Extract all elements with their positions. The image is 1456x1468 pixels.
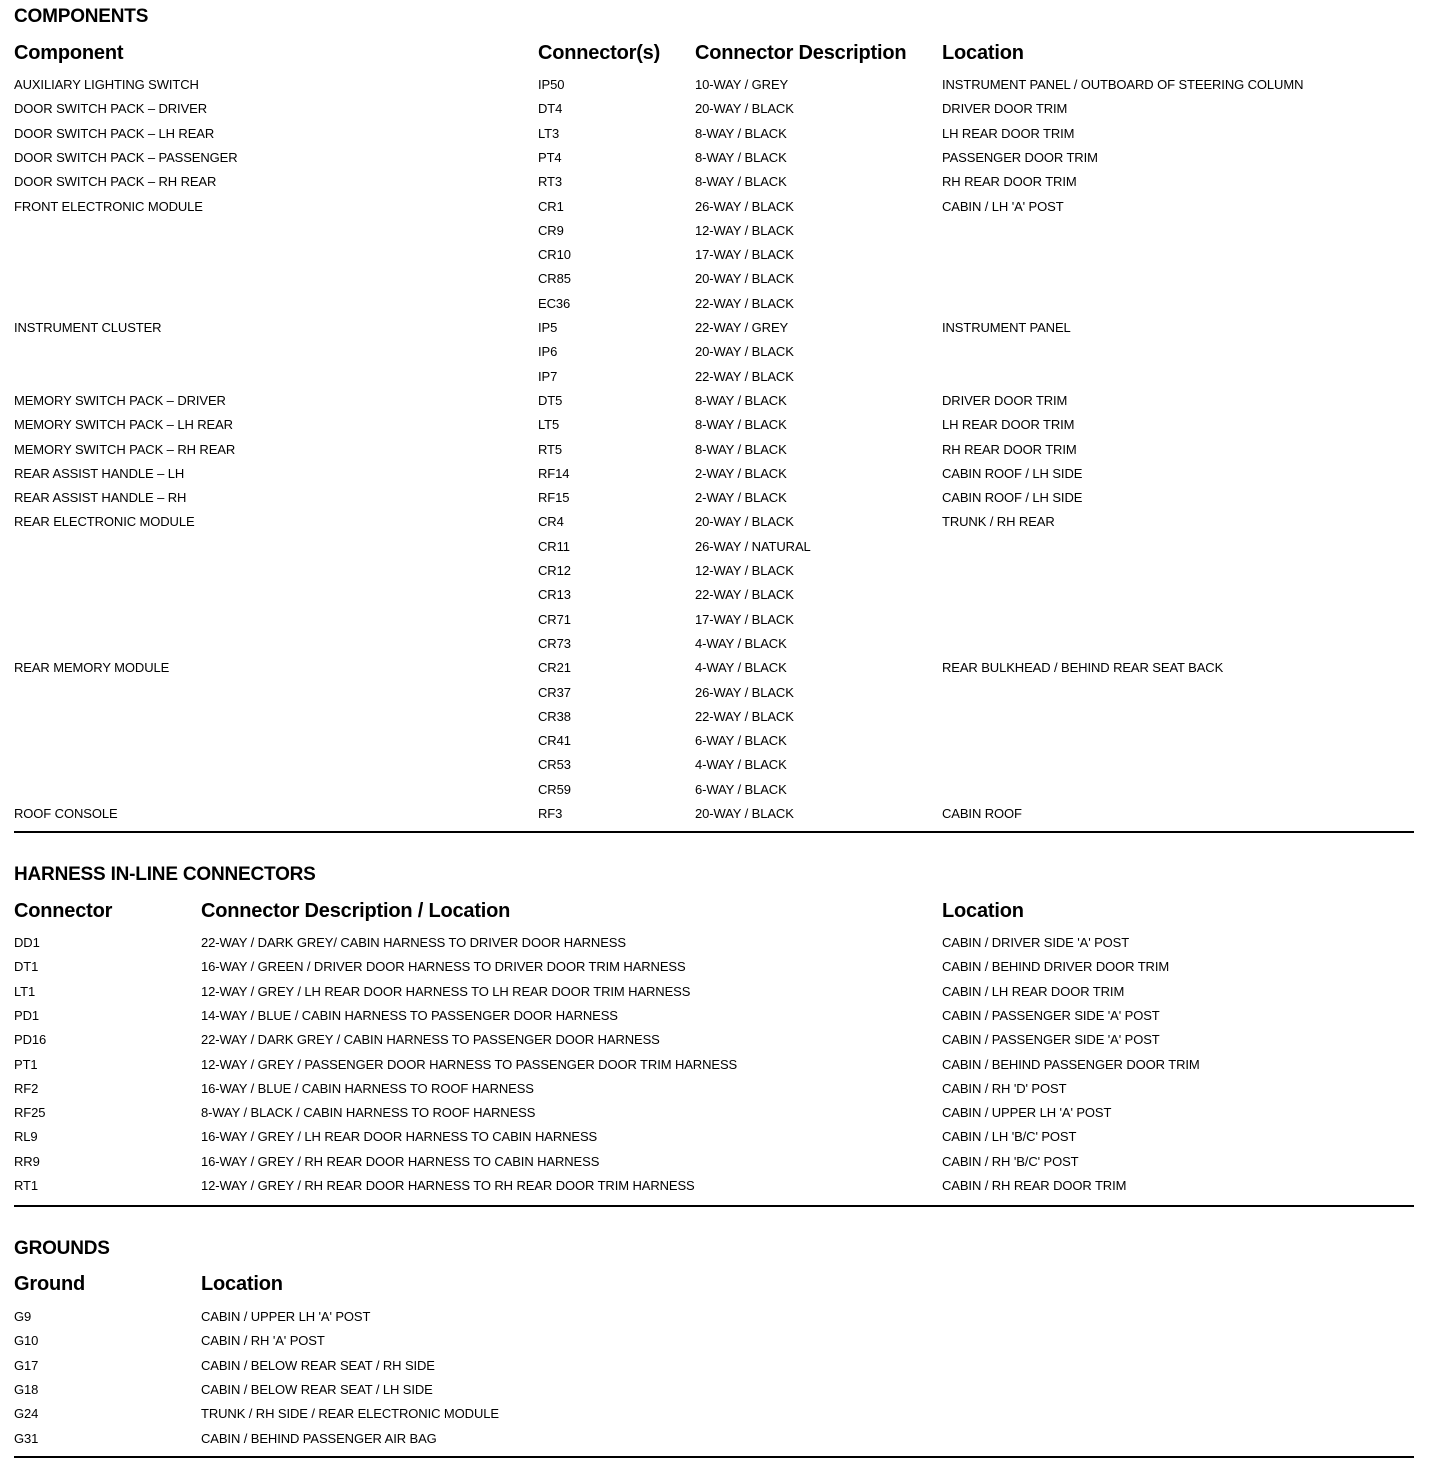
location-cell: INSTRUMENT PANEL / OUTBOARD OF STEERING COLUMN: [942, 77, 1304, 92]
table-row: [0, 466, 1456, 490]
header-harness-location: Location: [942, 900, 1024, 922]
connector-description-cell: 6-WAY / BLACK: [695, 781, 787, 797]
location-cell: CABIN / RH 'B/C' POST: [942, 1153, 1079, 1169]
table-row: [0, 782, 1456, 806]
component-name-cell: REAR MEMORY MODULE: [14, 660, 170, 676]
connector-description-cell: 4-WAY / BLACK: [695, 635, 787, 651]
connector-description-cell: 20-WAY / BLACK: [695, 101, 794, 117]
connector-description-cell: 12-WAY / GREY / PASSENGER DOOR HARNESS TO PASSENGER DOOR TRIM HARNESS: [201, 1056, 738, 1072]
table-row: [0, 612, 1456, 636]
location-cell: LH REAR DOOR TRIM: [942, 417, 1075, 433]
header-connector: Connector: [14, 900, 113, 922]
connector-description-cell: 12-WAY / BLACK: [695, 563, 794, 578]
table-row: [0, 223, 1456, 247]
table-row: [0, 806, 1456, 830]
component-name-cell: DOOR SWITCH PACK – PASSENGER: [14, 149, 238, 165]
connector-id-cell: IP5: [538, 320, 558, 335]
header-component: Component: [14, 42, 124, 64]
ground-id-cell: G31: [14, 1430, 39, 1446]
location-cell: CABIN / DRIVER SIDE 'A' POST: [942, 935, 1130, 950]
connector-description-cell: 12-WAY / GREY / RH REAR DOOR HARNESS TO RH REAR DOOR TRIM HARNESS: [201, 1178, 695, 1193]
table-row: [0, 660, 1456, 684]
location-cell: CABIN / LH 'A' POST: [942, 198, 1064, 214]
ground-id-cell: G24: [14, 1406, 39, 1422]
location-cell: RH REAR DOOR TRIM: [942, 174, 1077, 190]
table-row: [0, 393, 1456, 417]
connector-id-cell: LT1: [14, 983, 36, 999]
connector-description-cell: 8-WAY / BLACK / CABIN HARNESS TO ROOF HARNESS: [201, 1105, 536, 1121]
connector-id-cell: RT1: [14, 1178, 39, 1193]
table-row: [0, 709, 1456, 733]
table-row: [0, 959, 1456, 983]
location-cell: CABIN / RH REAR DOOR TRIM: [942, 1178, 1127, 1193]
connector-description-cell: 12-WAY / BLACK: [695, 222, 794, 238]
connector-id-cell: DD1: [14, 935, 40, 950]
location-cell: TRUNK / RH SIDE / REAR ELECTRONIC MODULE: [201, 1406, 499, 1422]
table-row: [0, 1154, 1456, 1178]
table-row: [0, 563, 1456, 587]
location-cell: CABIN / LH REAR DOOR TRIM: [942, 983, 1125, 999]
location-cell: PASSENGER DOOR TRIM: [942, 149, 1098, 165]
connector-description-cell: 8-WAY / BLACK: [695, 392, 787, 408]
table-row: [0, 1032, 1456, 1056]
header-connector-description: Connector Description: [695, 42, 907, 64]
table-row: [0, 1309, 1456, 1333]
location-cell: REAR BULKHEAD / BEHIND REAR SEAT BACK: [942, 660, 1224, 676]
connector-id-cell: CR11: [538, 538, 570, 554]
connector-description-cell: 10-WAY / GREY: [695, 77, 789, 92]
component-name-cell: ROOF CONSOLE: [14, 806, 118, 821]
connector-description-cell: 8-WAY / BLACK: [695, 149, 787, 165]
location-cell: RH REAR DOOR TRIM: [942, 441, 1077, 457]
connector-id-cell: RF25: [14, 1105, 46, 1121]
location-cell: CABIN / LH 'B/C' POST: [942, 1129, 1077, 1145]
ground-id-cell: G9: [14, 1309, 32, 1324]
table-row: [0, 1081, 1456, 1105]
table-row: [0, 199, 1456, 223]
table-row: [0, 369, 1456, 393]
connector-id-cell: LT5: [538, 417, 560, 433]
connector-id-cell: DT5: [538, 392, 563, 408]
connector-id-cell: CR53: [538, 757, 571, 773]
connector-id-cell: CR21: [538, 660, 571, 676]
table-row: [0, 320, 1456, 344]
connector-id-cell: CR73: [538, 635, 571, 651]
connector-description-cell: 6-WAY / BLACK: [695, 733, 787, 749]
connector-description-cell: 20-WAY / BLACK: [695, 344, 794, 360]
connector-id-cell: IP50: [538, 77, 565, 92]
components-section-title: COMPONENTS: [14, 6, 149, 27]
connector-id-cell: DT4: [538, 101, 563, 117]
location-cell: CABIN / PASSENGER SIDE 'A' POST: [942, 1007, 1160, 1023]
table-row: [0, 935, 1456, 959]
table-row: [0, 126, 1456, 150]
connector-id-cell: PT1: [14, 1056, 38, 1072]
table-row: [0, 101, 1456, 125]
connector-id-cell: PT4: [538, 149, 562, 165]
connector-description-cell: 20-WAY / BLACK: [695, 514, 794, 530]
connector-description-cell: 16-WAY / GREEN / DRIVER DOOR HARNESS TO DRIVER DOOR TRIM HARNESS: [201, 959, 686, 975]
connector-id-cell: CR4: [538, 514, 564, 530]
connector-description-cell: 16-WAY / GREY / LH REAR DOOR HARNESS TO CABIN HARNESS: [201, 1129, 598, 1145]
connector-description-cell: 22-WAY / BLACK: [695, 368, 794, 384]
connector-id-cell: CR71: [538, 611, 571, 627]
header-location: Location: [942, 42, 1024, 64]
connector-id-cell: CR1: [538, 198, 564, 214]
connector-id-cell: RR9: [14, 1153, 40, 1169]
component-name-cell: FRONT ELECTRONIC MODULE: [14, 198, 203, 214]
table-row: [0, 733, 1456, 757]
component-name-cell: DOOR SWITCH PACK – DRIVER: [14, 101, 208, 117]
connector-id-cell: CR12: [538, 563, 571, 578]
table-row: [0, 296, 1456, 320]
table-row: [0, 174, 1456, 198]
location-cell: CABIN / RH 'D' POST: [942, 1080, 1067, 1096]
connector-id-cell: CR59: [538, 781, 571, 797]
connector-description-cell: 2-WAY / BLACK: [695, 465, 787, 481]
table-row: [0, 1406, 1456, 1430]
section-divider: [14, 1456, 1414, 1458]
component-name-cell: MEMORY SWITCH PACK – DRIVER: [14, 392, 226, 408]
connector-description-cell: 22-WAY / BLACK: [695, 708, 794, 724]
location-cell: CABIN / BELOW REAR SEAT / LH SIDE: [201, 1381, 433, 1397]
header-ground: Ground: [14, 1273, 86, 1295]
connector-description-cell: 17-WAY / BLACK: [695, 247, 794, 263]
connector-id-cell: IP7: [538, 368, 558, 384]
connector-id-cell: RF14: [538, 465, 570, 481]
connector-id-cell: CR85: [538, 271, 571, 287]
location-cell: CABIN ROOF / LH SIDE: [942, 490, 1083, 506]
location-cell: CABIN / BEHIND PASSENGER AIR BAG: [201, 1430, 437, 1446]
header-connector-description-location: Connector Description / Location: [201, 900, 511, 922]
connector-id-cell: RL9: [14, 1129, 38, 1145]
table-row: [0, 539, 1456, 563]
connector-id-cell: PD1: [14, 1007, 39, 1023]
connector-description-cell: 16-WAY / GREY / RH REAR DOOR HARNESS TO CABIN HARNESS: [201, 1153, 600, 1169]
connector-description-cell: 22-WAY / BLACK: [695, 587, 794, 603]
connector-description-cell: 20-WAY / BLACK: [695, 806, 794, 821]
component-name-cell: DOOR SWITCH PACK – LH REAR: [14, 125, 215, 141]
table-row: [0, 587, 1456, 611]
table-row: [0, 1382, 1456, 1406]
location-cell: CABIN ROOF: [942, 806, 1022, 821]
location-cell: DRIVER DOOR TRIM: [942, 101, 1068, 117]
connector-id-cell: RT5: [538, 441, 563, 457]
table-row: [0, 150, 1456, 174]
connector-description-cell: 4-WAY / BLACK: [695, 757, 787, 773]
header-ground-location: Location: [201, 1273, 283, 1295]
connector-description-cell: 8-WAY / BLACK: [695, 125, 787, 141]
connector-description-cell: 14-WAY / BLUE / CABIN HARNESS TO PASSENGER DOOR HARNESS: [201, 1007, 618, 1023]
table-row: [0, 514, 1456, 538]
table-row: [0, 442, 1456, 466]
connector-description-cell: 22-WAY / GREY: [695, 320, 789, 335]
location-cell: CABIN / UPPER LH 'A' POST: [201, 1309, 371, 1324]
component-name-cell: REAR ASSIST HANDLE – RH: [14, 490, 187, 506]
location-cell: CABIN / PASSENGER SIDE 'A' POST: [942, 1032, 1160, 1048]
component-name-cell: REAR ASSIST HANDLE – LH: [14, 465, 185, 481]
connector-description-cell: 22-WAY / DARK GREY / CABIN HARNESS TO PASSENGER DOOR HARNESS: [201, 1032, 660, 1048]
connector-id-cell: RF15: [538, 490, 570, 506]
location-cell: CABIN / BELOW REAR SEAT / RH SIDE: [201, 1357, 435, 1373]
connector-description-cell: 4-WAY / BLACK: [695, 660, 787, 676]
grounds-section-title: GROUNDS: [14, 1238, 110, 1259]
component-name-cell: MEMORY SWITCH PACK – LH REAR: [14, 417, 233, 433]
connector-id-cell: IP6: [538, 344, 558, 360]
table-row: [0, 490, 1456, 514]
connector-description-cell: 26-WAY / BLACK: [695, 684, 794, 700]
table-row: [0, 1358, 1456, 1382]
connector-id-cell: CR41: [538, 733, 571, 749]
connector-description-cell: 26-WAY / BLACK: [695, 198, 794, 214]
table-row: [0, 77, 1456, 101]
connector-description-cell: 17-WAY / BLACK: [695, 611, 794, 627]
connector-description-cell: 8-WAY / BLACK: [695, 441, 787, 457]
table-row: [0, 984, 1456, 1008]
section-divider: [14, 831, 1414, 833]
connector-id-cell: LT3: [538, 125, 560, 141]
table-row: [0, 1333, 1456, 1357]
table-row: [0, 757, 1456, 781]
connector-id-cell: RF3: [538, 806, 563, 821]
table-row: [0, 417, 1456, 441]
connector-id-cell: CR13: [538, 587, 571, 603]
connector-id-cell: PD16: [14, 1032, 47, 1048]
section-divider: [14, 1205, 1414, 1207]
header-connectors: Connector(s): [538, 42, 661, 64]
table-row: [0, 247, 1456, 271]
ground-id-cell: G10: [14, 1333, 39, 1349]
component-name-cell: DOOR SWITCH PACK – RH REAR: [14, 174, 217, 190]
connector-description-cell: 22-WAY / BLACK: [695, 295, 794, 311]
table-row: [0, 685, 1456, 709]
table-row: [0, 1057, 1456, 1081]
component-name-cell: REAR ELECTRONIC MODULE: [14, 514, 195, 530]
connector-description-cell: 22-WAY / DARK GREY/ CABIN HARNESS TO DRIVER DOOR HARNESS: [201, 935, 626, 950]
connector-id-cell: CR37: [538, 684, 571, 700]
ground-id-cell: G17: [14, 1357, 39, 1373]
location-cell: INSTRUMENT PANEL: [942, 320, 1071, 335]
connector-id-cell: RT3: [538, 174, 563, 190]
connector-id-cell: CR38: [538, 708, 571, 724]
connector-description-cell: 8-WAY / BLACK: [695, 417, 787, 433]
connector-description-cell: 8-WAY / BLACK: [695, 174, 787, 190]
table-row: [0, 344, 1456, 368]
connector-id-cell: EC36: [538, 295, 571, 311]
component-name-cell: AUXILIARY LIGHTING SWITCH: [14, 77, 199, 92]
location-cell: CABIN / RH 'A' POST: [201, 1333, 325, 1349]
location-cell: CABIN / BEHIND PASSENGER DOOR TRIM: [942, 1056, 1200, 1072]
location-cell: LH REAR DOOR TRIM: [942, 125, 1075, 141]
location-cell: DRIVER DOOR TRIM: [942, 392, 1068, 408]
location-cell: TRUNK / RH REAR: [942, 514, 1055, 530]
table-row: [0, 271, 1456, 295]
ground-id-cell: G18: [14, 1381, 39, 1397]
location-cell: CABIN ROOF / LH SIDE: [942, 465, 1083, 481]
table-row: [0, 1431, 1456, 1455]
table-row: [0, 636, 1456, 660]
location-cell: CABIN / BEHIND DRIVER DOOR TRIM: [942, 959, 1170, 975]
connector-id-cell: DT1: [14, 959, 39, 975]
connector-description-cell: 20-WAY / BLACK: [695, 271, 794, 287]
connector-description-cell: 12-WAY / GREY / LH REAR DOOR HARNESS TO LH REAR DOOR TRIM HARNESS: [201, 983, 691, 999]
connector-id-cell: CR10: [538, 247, 571, 263]
table-row: [0, 1008, 1456, 1032]
table-row: [0, 1129, 1456, 1153]
component-name-cell: INSTRUMENT CLUSTER: [14, 320, 162, 335]
connector-id-cell: RF2: [14, 1080, 39, 1096]
connector-description-cell: 2-WAY / BLACK: [695, 490, 787, 506]
table-row: [0, 1105, 1456, 1129]
table-row: [0, 1178, 1456, 1202]
component-name-cell: MEMORY SWITCH PACK – RH REAR: [14, 441, 236, 457]
connector-id-cell: CR9: [538, 222, 564, 238]
connector-description-cell: 16-WAY / BLUE / CABIN HARNESS TO ROOF HARNESS: [201, 1080, 534, 1096]
connector-description-cell: 26-WAY / NATURAL: [695, 538, 811, 554]
location-cell: CABIN / UPPER LH 'A' POST: [942, 1105, 1112, 1121]
harness-section-title: HARNESS IN-LINE CONNECTORS: [14, 864, 316, 885]
